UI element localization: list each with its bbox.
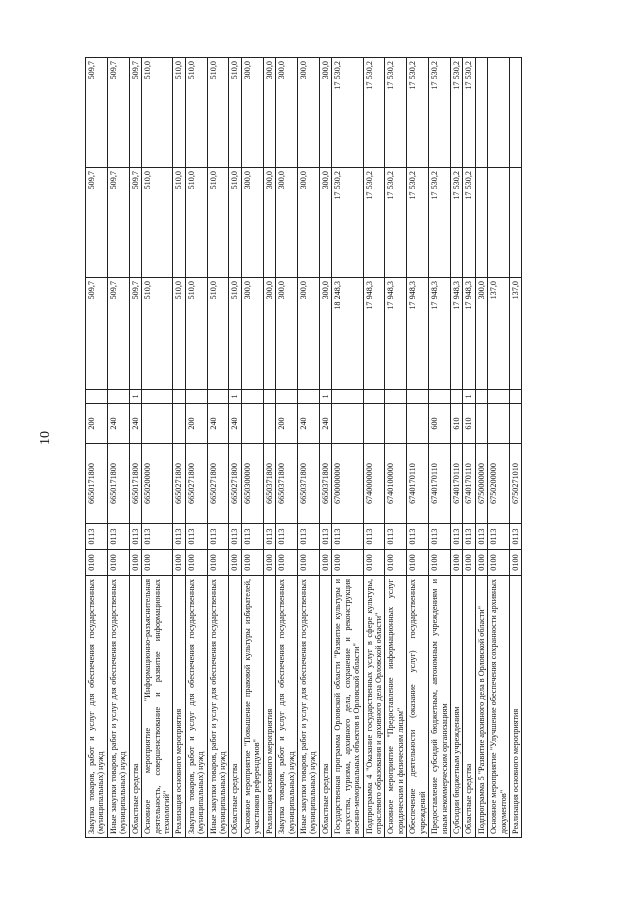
cell-expense-type	[142, 404, 173, 444]
cell-sum-year-2: 17 530,2	[363, 168, 385, 278]
cell-source-mark	[241, 390, 263, 404]
cell-source-mark	[385, 390, 407, 404]
cell-sum-year-2: 300,0	[319, 168, 331, 278]
cell-sum-year-3	[510, 58, 522, 168]
cell-source-mark	[173, 390, 185, 404]
cell-section: 0113	[263, 524, 275, 550]
cell-target-article: 6750271010	[510, 444, 522, 524]
cell-source-mark	[429, 390, 451, 404]
cell-target-article: 6650371800	[263, 444, 275, 524]
cell-grbs: 0100	[475, 550, 487, 576]
cell-sum-year-2: 17 530,2	[450, 168, 462, 278]
cell-name: Реализация основного мероприятия	[173, 576, 185, 838]
cell-sum-year-3: 509,7	[107, 58, 129, 168]
table-row	[475, 58, 487, 838]
cell-target-article: 6650271800	[173, 444, 185, 524]
table-row	[263, 58, 275, 838]
cell-sum-year-2: 17 530,2	[385, 168, 407, 278]
cell-section: 0113	[207, 524, 229, 550]
cell-source-mark	[407, 390, 429, 404]
cell-section: 0113	[332, 524, 363, 550]
cell-section: 0113	[463, 524, 475, 550]
cell-target-article: 6650171800	[86, 444, 108, 524]
cell-target-article: 6750200000	[488, 444, 510, 524]
cell-sum-year-3: 300,0	[241, 58, 263, 168]
cell-name: Основное мероприятие "Улучшение обеспечения сохранности архивных документов"	[488, 576, 510, 838]
cell-expense-type	[475, 404, 487, 444]
cell-grbs: 0100	[450, 550, 462, 576]
cell-sum-year-2	[488, 168, 510, 278]
table-row	[407, 58, 429, 838]
table-row	[185, 58, 207, 838]
cell-source-mark	[298, 390, 320, 404]
cell-sum-year-2: 300,0	[241, 168, 263, 278]
cell-sum-year-3: 510,0	[185, 58, 207, 168]
cell-grbs: 0100	[86, 550, 108, 576]
cell-name: Закупка товаров, работ и услуг для обеспечения государственных (муниципальных) нужд	[276, 576, 298, 838]
table-row	[229, 58, 241, 838]
table-body	[86, 58, 522, 838]
cell-name: Предоставление субсидий бюджетным, автономным учреждениям и иным некоммерческим организациям	[429, 576, 451, 838]
cell-name: Реализация основного мероприятия	[510, 576, 522, 838]
cell-grbs: 0100	[363, 550, 385, 576]
cell-grbs: 0100	[142, 550, 173, 576]
cell-sum-year-1: 510,0	[229, 278, 241, 390]
cell-sum-year-2: 17 530,2	[429, 168, 451, 278]
cell-name: Основное мероприятие "Повышение правовой культуры избирателей, участников референдумов"	[241, 576, 263, 838]
cell-target-article: 6740170110	[463, 444, 475, 524]
cell-target-article: 6650300000	[241, 444, 263, 524]
cell-sum-year-3: 510,0	[229, 58, 241, 168]
cell-grbs: 0100	[407, 550, 429, 576]
cell-section: 0113	[86, 524, 108, 550]
cell-sum-year-1: 17 948,3	[363, 278, 385, 390]
cell-section: 0113	[107, 524, 129, 550]
cell-sum-year-3: 510,0	[142, 58, 173, 168]
cell-expense-type: 240	[207, 404, 229, 444]
cell-sum-year-2	[510, 168, 522, 278]
cell-target-article: 6650271800	[185, 444, 207, 524]
cell-expense-type	[510, 404, 522, 444]
cell-section: 0113	[173, 524, 185, 550]
cell-expense-type	[332, 404, 363, 444]
cell-section: 0113	[488, 524, 510, 550]
cell-name: Иные закупки товаров, работ и услуг для обеспечения государственных (муниципальных) нужд	[207, 576, 229, 838]
cell-name: Иные закупки товаров, работ и услуг для обеспечения государственных (муниципальных) нужд	[107, 576, 129, 838]
cell-sum-year-2: 17 530,2	[463, 168, 475, 278]
cell-expense-type: 200	[185, 404, 207, 444]
table-row	[385, 58, 407, 838]
cell-name: Закупка товаров, работ и услуг для обеспечения государственных (муниципальных) нужд	[185, 576, 207, 838]
cell-sum-year-1: 509,7	[107, 278, 129, 390]
cell-grbs: 0100	[185, 550, 207, 576]
cell-name: Областные средства	[463, 576, 475, 838]
cell-section: 0113	[298, 524, 320, 550]
cell-source-mark	[363, 390, 385, 404]
cell-section: 0113	[276, 524, 298, 550]
cell-section: 0113	[475, 524, 487, 550]
table-row	[142, 58, 173, 838]
cell-sum-year-3: 300,0	[276, 58, 298, 168]
cell-expense-type	[385, 404, 407, 444]
cell-source-mark	[107, 390, 129, 404]
table-row	[319, 58, 331, 838]
cell-section: 0113	[363, 524, 385, 550]
table-row	[276, 58, 298, 838]
cell-grbs: 0100	[207, 550, 229, 576]
cell-source-mark	[207, 390, 229, 404]
table-row	[450, 58, 462, 838]
cell-name: Подпрограмма 5 "Развитие архивного дела в Орловской области"	[475, 576, 487, 838]
cell-target-article: 6650171800	[107, 444, 129, 524]
cell-sum-year-3: 17 530,2	[407, 58, 429, 168]
cell-sum-year-2: 510,0	[207, 168, 229, 278]
cell-grbs: 0100	[510, 550, 522, 576]
table-row	[173, 58, 185, 838]
cell-name: Государственная программа Орловской области "Развитие культуры и искусства, туризма, архивного дела, сохранение и реконструкция военно-мемориальных объектов в Орловской области"	[332, 576, 363, 838]
cell-grbs: 0100	[298, 550, 320, 576]
cell-section: 0113	[229, 524, 241, 550]
cell-sum-year-3: 300,0	[298, 58, 320, 168]
cell-sum-year-1: 17 948,3	[463, 278, 475, 390]
table-row	[129, 58, 141, 838]
cell-name: Областные средства	[129, 576, 141, 838]
table-row	[463, 58, 475, 838]
cell-sum-year-3: 17 530,2	[385, 58, 407, 168]
cell-source-mark	[450, 390, 462, 404]
cell-sum-year-1: 510,0	[142, 278, 173, 390]
cell-sum-year-2: 17 530,2	[332, 168, 363, 278]
cell-target-article: 6650371800	[298, 444, 320, 524]
cell-source-mark	[332, 390, 363, 404]
cell-grbs: 0100	[332, 550, 363, 576]
cell-name: Областные средства	[319, 576, 331, 838]
cell-sum-year-2: 509,7	[86, 168, 108, 278]
cell-source-mark: 1	[319, 390, 331, 404]
table-row	[332, 58, 363, 838]
cell-target-article: 6650271800	[229, 444, 241, 524]
cell-grbs: 0100	[319, 550, 331, 576]
cell-source-mark: 1	[463, 390, 475, 404]
cell-grbs: 0100	[488, 550, 510, 576]
cell-source-mark: 1	[229, 390, 241, 404]
cell-grbs: 0100	[463, 550, 475, 576]
cell-sum-year-1: 17 948,3	[407, 278, 429, 390]
cell-grbs: 0100	[129, 550, 141, 576]
cell-expense-type: 200	[86, 404, 108, 444]
cell-source-mark	[276, 390, 298, 404]
cell-target-article: 6740000000	[363, 444, 385, 524]
cell-expense-type	[363, 404, 385, 444]
cell-name: Областные средства	[229, 576, 241, 838]
cell-sum-year-3: 510,0	[207, 58, 229, 168]
cell-section: 0113	[510, 524, 522, 550]
cell-section: 0113	[407, 524, 429, 550]
cell-sum-year-1: 18 248,3	[332, 278, 363, 390]
cell-sum-year-2: 300,0	[263, 168, 275, 278]
rotated-table-wrapper	[85, 58, 545, 838]
table-row	[86, 58, 108, 838]
cell-grbs: 0100	[107, 550, 129, 576]
cell-expense-type: 240	[298, 404, 320, 444]
cell-target-article: 6740170110	[450, 444, 462, 524]
cell-source-mark	[475, 390, 487, 404]
cell-sum-year-2: 510,0	[229, 168, 241, 278]
cell-sum-year-1: 300,0	[298, 278, 320, 390]
cell-sum-year-1: 510,0	[173, 278, 185, 390]
cell-source-mark	[142, 390, 173, 404]
cell-sum-year-2	[475, 168, 487, 278]
cell-sum-year-1: 17 948,3	[429, 278, 451, 390]
cell-sum-year-2: 17 530,2	[407, 168, 429, 278]
cell-target-article: 6650171800	[129, 444, 141, 524]
cell-sum-year-1: 17 948,3	[385, 278, 407, 390]
cell-name: Подпрограмма 4 "Оказание государственных услуг в сфере культуры, отраслевого образования и архивного дела Орловской области"	[363, 576, 385, 838]
cell-source-mark	[263, 390, 275, 404]
cell-expense-type	[241, 404, 263, 444]
cell-sum-year-3	[488, 58, 510, 168]
cell-section: 0113	[142, 524, 173, 550]
cell-grbs: 0100	[429, 550, 451, 576]
cell-expense-type: 240	[107, 404, 129, 444]
cell-sum-year-1: 510,0	[207, 278, 229, 390]
cell-expense-type: 200	[276, 404, 298, 444]
cell-sum-year-2: 510,0	[142, 168, 173, 278]
cell-sum-year-3: 509,7	[129, 58, 141, 168]
cell-name: Основное мероприятие "Информационно-разъяснительная деятельность, совершенствование и развитие информационных технологий"	[142, 576, 173, 838]
table-row	[107, 58, 129, 838]
table-row	[510, 58, 522, 838]
table-row	[429, 58, 451, 838]
cell-expense-type: 240	[129, 404, 141, 444]
cell-target-article: 6650271800	[207, 444, 229, 524]
table-row	[363, 58, 385, 838]
budget-table	[85, 57, 522, 838]
cell-expense-type: 240	[319, 404, 331, 444]
cell-sum-year-2: 300,0	[276, 168, 298, 278]
cell-source-mark	[488, 390, 510, 404]
cell-sum-year-1: 509,7	[86, 278, 108, 390]
cell-grbs: 0100	[385, 550, 407, 576]
cell-sum-year-3: 17 530,2	[332, 58, 363, 168]
cell-sum-year-3: 17 530,2	[450, 58, 462, 168]
table-row	[207, 58, 229, 838]
cell-source-mark	[510, 390, 522, 404]
cell-name: Основное мероприятие "Предоставление информационных услуг юридическим и физическим лицам"	[385, 576, 407, 838]
table-row	[298, 58, 320, 838]
cell-source-mark	[185, 390, 207, 404]
cell-source-mark	[86, 390, 108, 404]
cell-expense-type	[407, 404, 429, 444]
cell-target-article: 6650200000	[142, 444, 173, 524]
cell-sum-year-3: 509,7	[86, 58, 108, 168]
cell-name: Обеспечение деятельности (оказание услуг) государственных учреждений	[407, 576, 429, 838]
cell-sum-year-3: 17 530,2	[463, 58, 475, 168]
cell-grbs: 0100	[229, 550, 241, 576]
cell-sum-year-1: 300,0	[241, 278, 263, 390]
cell-sum-year-1: 509,7	[129, 278, 141, 390]
cell-target-article: 6750000000	[475, 444, 487, 524]
cell-sum-year-1: 510,0	[185, 278, 207, 390]
cell-target-article: 6740100000	[385, 444, 407, 524]
cell-target-article: 6700000000	[332, 444, 363, 524]
cell-name: Иные закупки товаров, работ и услуг для обеспечения государственных (муниципальных) нужд	[298, 576, 320, 838]
cell-source-mark: 1	[129, 390, 141, 404]
table-row	[241, 58, 263, 838]
cell-expense-type	[488, 404, 510, 444]
cell-name: Закупка товаров, работ и услуг для обеспечения государственных (муниципальных) нужд	[86, 576, 108, 838]
cell-target-article: 6740170110	[407, 444, 429, 524]
page-number: 10	[38, 431, 53, 445]
cell-sum-year-3: 300,0	[319, 58, 331, 168]
cell-sum-year-2: 510,0	[173, 168, 185, 278]
cell-expense-type: 610	[463, 404, 475, 444]
cell-sum-year-3: 510,0	[173, 58, 185, 168]
cell-section: 0113	[429, 524, 451, 550]
cell-sum-year-3: 17 530,2	[429, 58, 451, 168]
cell-sum-year-1: 300,0	[475, 278, 487, 390]
cell-expense-type: 240	[229, 404, 241, 444]
cell-sum-year-1: 300,0	[319, 278, 331, 390]
cell-grbs: 0100	[173, 550, 185, 576]
cell-sum-year-2: 509,7	[107, 168, 129, 278]
cell-section: 0113	[319, 524, 331, 550]
cell-sum-year-2: 510,0	[185, 168, 207, 278]
cell-expense-type: 600	[429, 404, 451, 444]
cell-section: 0113	[450, 524, 462, 550]
cell-expense-type: 610	[450, 404, 462, 444]
cell-section: 0113	[129, 524, 141, 550]
cell-grbs: 0100	[263, 550, 275, 576]
cell-expense-type	[173, 404, 185, 444]
cell-sum-year-2: 300,0	[298, 168, 320, 278]
table-row	[488, 58, 510, 838]
cell-target-article: 6740170110	[429, 444, 451, 524]
cell-section: 0113	[241, 524, 263, 550]
cell-sum-year-3	[475, 58, 487, 168]
cell-target-article: 6650371800	[319, 444, 331, 524]
cell-sum-year-1: 300,0	[276, 278, 298, 390]
cell-sum-year-1: 17 948,3	[450, 278, 462, 390]
cell-name: Реализация основного мероприятия	[263, 576, 275, 838]
cell-section: 0113	[185, 524, 207, 550]
cell-sum-year-3: 300,0	[263, 58, 275, 168]
cell-sum-year-2: 509,7	[129, 168, 141, 278]
cell-target-article: 6650371800	[276, 444, 298, 524]
cell-sum-year-3: 17 530,2	[363, 58, 385, 168]
cell-section: 0113	[385, 524, 407, 550]
cell-expense-type	[263, 404, 275, 444]
cell-name: Субсидии бюджетным учреждениям	[450, 576, 462, 838]
cell-grbs: 0100	[276, 550, 298, 576]
cell-sum-year-1: 137,0	[488, 278, 510, 390]
cell-sum-year-1: 300,0	[263, 278, 275, 390]
cell-sum-year-1: 137,0	[510, 278, 522, 390]
cell-grbs: 0100	[241, 550, 263, 576]
